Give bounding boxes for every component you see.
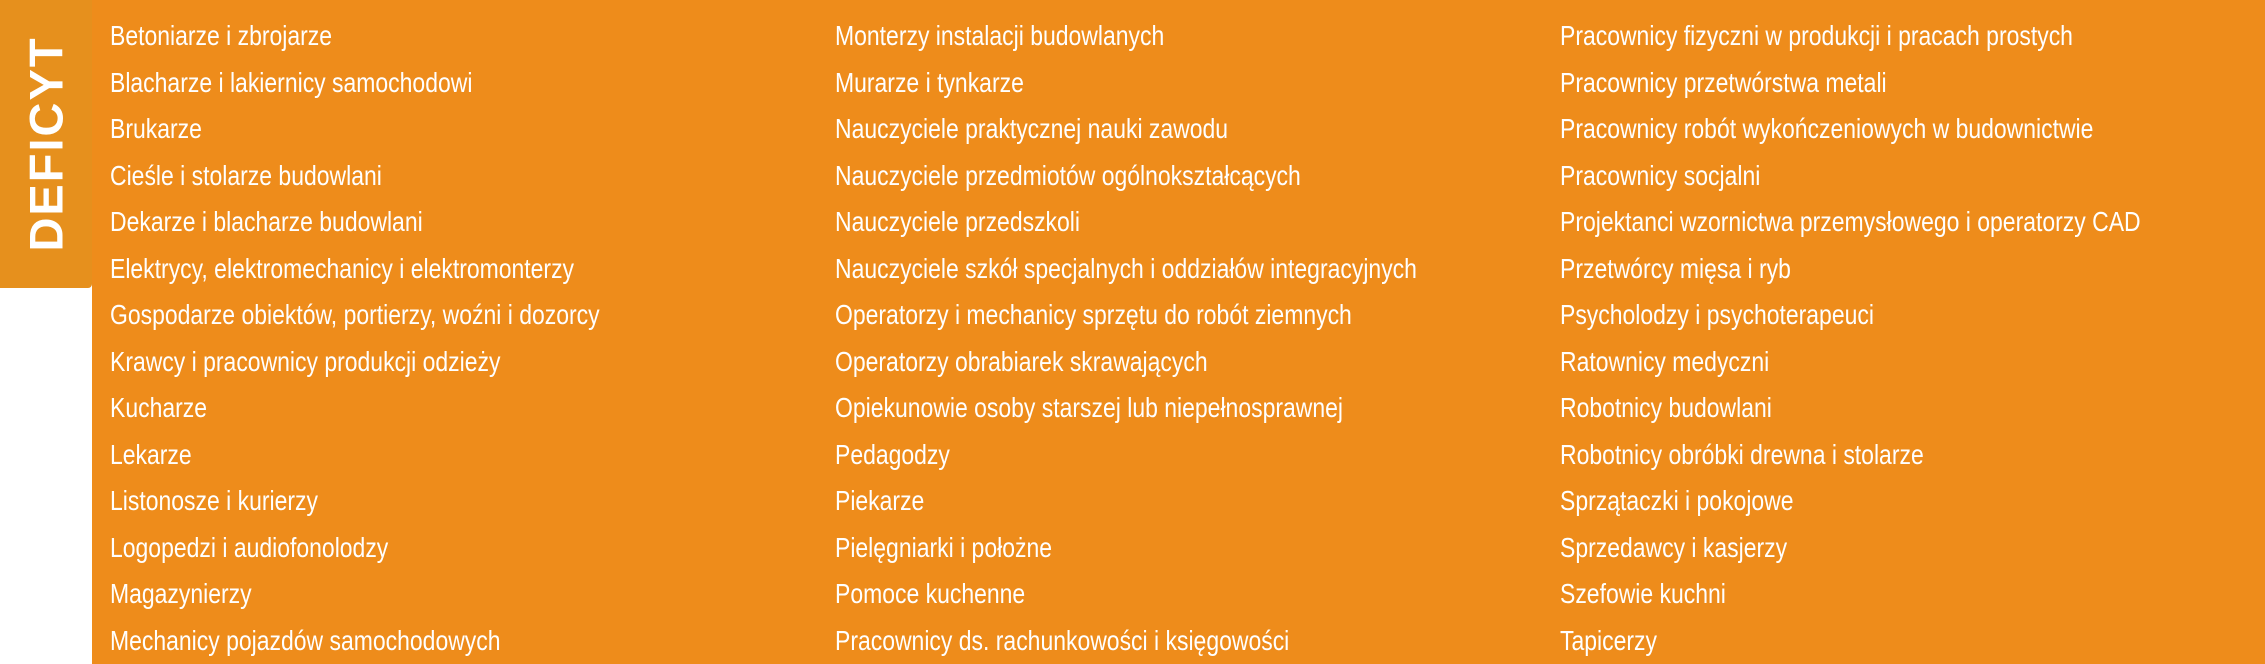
- occupation-item: Operatorzy i mechanicy sprzętu do robót ziemnych: [835, 299, 1352, 330]
- occupation-item: Sprzedawcy i kasjerzy: [1560, 531, 1788, 563]
- occupation-item: Operatorzy obrabiarek skrawających: [835, 345, 1208, 377]
- occupation-item: Pomoce kuchenne: [835, 578, 1026, 609]
- occupation-item: Robotnicy budowlani: [1560, 392, 1772, 423]
- occupation-item: Pracownicy socjalni: [1560, 159, 1761, 191]
- occupation-item: Ratownicy medyczni: [1560, 345, 1770, 377]
- occupation-item: Murarze i tynkarze: [835, 66, 1024, 98]
- occupation-item: Nauczyciele praktycznej nauki zawodu: [835, 113, 1229, 144]
- occupations-column-3: [1560, 13, 2265, 664]
- deficit-tab: [0, 0, 92, 288]
- occupation-item: Projektanci wzornictwa przemysłowego i operatorzy CAD: [1560, 206, 2141, 237]
- occupation-item: Pracownicy przetwórstwa metali: [1560, 66, 1887, 98]
- occupation-item: Elektrycy, elektromechanicy i elektromonterzy: [110, 252, 575, 284]
- occupation-item: Sprzątaczki i pokojowe: [1560, 485, 1794, 516]
- occupations-column-2: [835, 13, 1545, 664]
- occupation-item: Lekarze: [110, 438, 192, 470]
- occupation-item: Gospodarze obiektów, portierzy, woźni i dozorcy: [110, 299, 600, 330]
- occupation-item: Pedagodzy: [835, 438, 950, 470]
- occupation-item: Cieśle i stolarze budowlani: [110, 159, 382, 191]
- occupation-item: Piekarze: [835, 485, 925, 516]
- occupation-item: Listonosze i kurierzy: [110, 485, 318, 516]
- occupation-item: Pielęgniarki i położne: [835, 531, 1052, 563]
- occupation-item: Szefowie kuchni: [1560, 578, 1726, 609]
- occupation-item: Magazynierzy: [110, 578, 252, 609]
- occupation-item: Logopedzi i audiofonolodzy: [110, 531, 389, 563]
- occupation-item: Mechanicy pojazdów samochodowych: [110, 624, 501, 656]
- occupation-item: Tapicerzy: [1560, 624, 1657, 656]
- occupation-item: Robotnicy obróbki drewna i stolarze: [1560, 438, 1924, 470]
- occupation-item: Pracownicy robót wykończeniowych w budownictwie: [1560, 113, 2094, 144]
- occupation-item: Kucharze: [110, 392, 208, 423]
- occupation-item: Opiekunowie osoby starszej lub niepełnosprawnej: [835, 392, 1343, 423]
- occupation-item: Psycholodzy i psychoterapeuci: [1560, 299, 1874, 330]
- occupation-item: Pracownicy fizyczni w produkcji i pracach prostych: [1560, 20, 2073, 51]
- occupation-item: Blacharze i lakiernicy samochodowi: [110, 66, 473, 98]
- occupation-item: Brukarze: [110, 113, 202, 144]
- occupation-item: Nauczyciele przedmiotów ogólnokształcących: [835, 159, 1301, 191]
- occupation-item: Nauczyciele przedszkoli: [835, 206, 1081, 237]
- occupation-item: Nauczyciele szkół specjalnych i oddziałów integracyjnych: [835, 252, 1417, 284]
- deficit-label: DEFICYT: [19, 36, 73, 252]
- occupation-item: Pracownicy ds. rachunkowości i księgowości: [835, 624, 1290, 656]
- occupation-item: Betoniarze i zbrojarze: [110, 20, 333, 51]
- occupation-item: Przetwórcy mięsa i ryb: [1560, 252, 1791, 284]
- occupations-area: [92, 0, 2265, 664]
- occupation-item: Monterzy instalacji budowlanych: [835, 20, 1165, 51]
- occupation-item: Krawcy i pracownicy produkcji odzieży: [110, 345, 501, 377]
- occupation-item: Dekarze i blacharze budowlani: [110, 206, 423, 237]
- occupations-column-1: [110, 13, 707, 664]
